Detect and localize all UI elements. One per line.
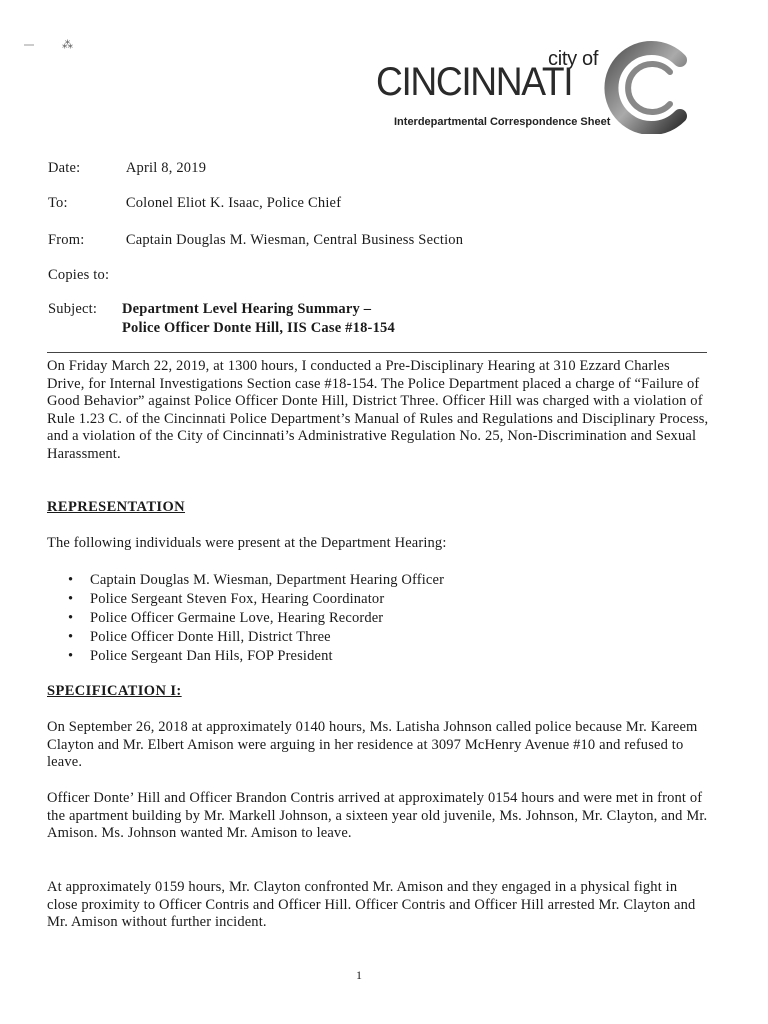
from-row — [48, 232, 463, 249]
representation-intro: The following individuals were present at the Department Hearing: — [47, 535, 447, 551]
page-number: 1 — [356, 968, 362, 982]
list-item: • Police Sergeant Dan Hils, FOP President — [64, 647, 444, 666]
to-label: To: — [48, 195, 68, 211]
date-row — [48, 160, 206, 177]
copies-row — [48, 267, 109, 284]
spec-paragraph-2: Officer Donte’ Hill and Officer Brandon Contris arrived at approximately 0154 hours and were met in front of the apartment building by Mr. Markell Johnson, a sixteen year old juvenile, Ms. Johnson, Mr. Clayton, and Mr. Amison. Ms. Johnson wanted Mr. Amison to leave. — [47, 790, 708, 842]
subject-block — [48, 301, 395, 336]
representation-heading: REPRESENTATION — [47, 499, 186, 515]
to-row — [48, 195, 341, 212]
header-divider — [47, 352, 707, 353]
date-label: Date: — [48, 160, 81, 176]
subject-label: Subject: — [48, 301, 98, 317]
subject-line-2: Police Officer Donte Hill, IIS Case #18-154 — [122, 320, 395, 336]
logo-cincinnati: CINCINNATI — [376, 60, 573, 104]
scan-mark: ⁂ — [62, 38, 73, 51]
attendee-list — [64, 571, 444, 666]
list-item: • Captain Douglas M. Wiesman, Department Hearing Officer — [64, 571, 444, 590]
spec-paragraph-3: At approximately 0159 hours, Mr. Clayton confronted Mr. Amison and they engaged in a physical fight in close proximity to Officer Contris and Officer Hill. Officer Contris and Officer Hill arrested Mr. Clayton and Mr. Amison without further incident. — [47, 879, 696, 931]
spec-paragraph-1: On September 26, 2018 at approximately 0140 hours, Ms. Latisha Johnson called police because Mr. Kareem Clayton and Mr. Elbert Amison were arguing in her residence at 3097 McHenry Avenue #10 and refused to leave. — [47, 719, 698, 771]
list-item: • Police Officer Germaine Love, Hearing Recorder — [64, 609, 444, 628]
logo-city-of: city of — [548, 48, 599, 70]
to-value: Colonel Eliot K. Isaac, Police Chief — [125, 195, 342, 211]
subject-line-1: Department Level Hearing Summary – — [122, 301, 372, 317]
intro-paragraph: On Friday March 22, 2019, at 1300 hours, I conducted a Pre-Disciplinary Hearing at 310 Ezzard Charles Drive, for Internal Investigations Section case #18-154. The Police Department placed a charge of “Failure of Good Behavior” against Police Officer Donte Hill, District Three. Officer Hill was charged with a violation of Rule 1.23 C. of the Cincinnati Police Department’s Manual of Rules and Regulations and Disciplinary Process, and a violation of the City of Cincinnati’s Administrative Regulation No. 25, Non-Discrimination and Sexual Harassment. — [47, 358, 709, 462]
list-item: • Police Sergeant Steven Fox, Hearing Coordinator — [64, 590, 444, 609]
copies-label: Copies to: — [48, 267, 110, 283]
list-item: • Police Officer Donte Hill, District Three — [64, 628, 444, 647]
logo-c-emblem-icon — [600, 38, 692, 134]
date-value: April 8, 2019 — [125, 160, 207, 176]
logo-subtitle: Interdepartmental Correspondence Sheet — [394, 116, 611, 128]
specification-heading: SPECIFICATION I: — [47, 683, 182, 699]
from-label: From: — [48, 232, 85, 248]
scan-artifact — [24, 44, 34, 46]
from-value: Captain Douglas M. Wiesman, Central Business Section — [125, 232, 464, 248]
